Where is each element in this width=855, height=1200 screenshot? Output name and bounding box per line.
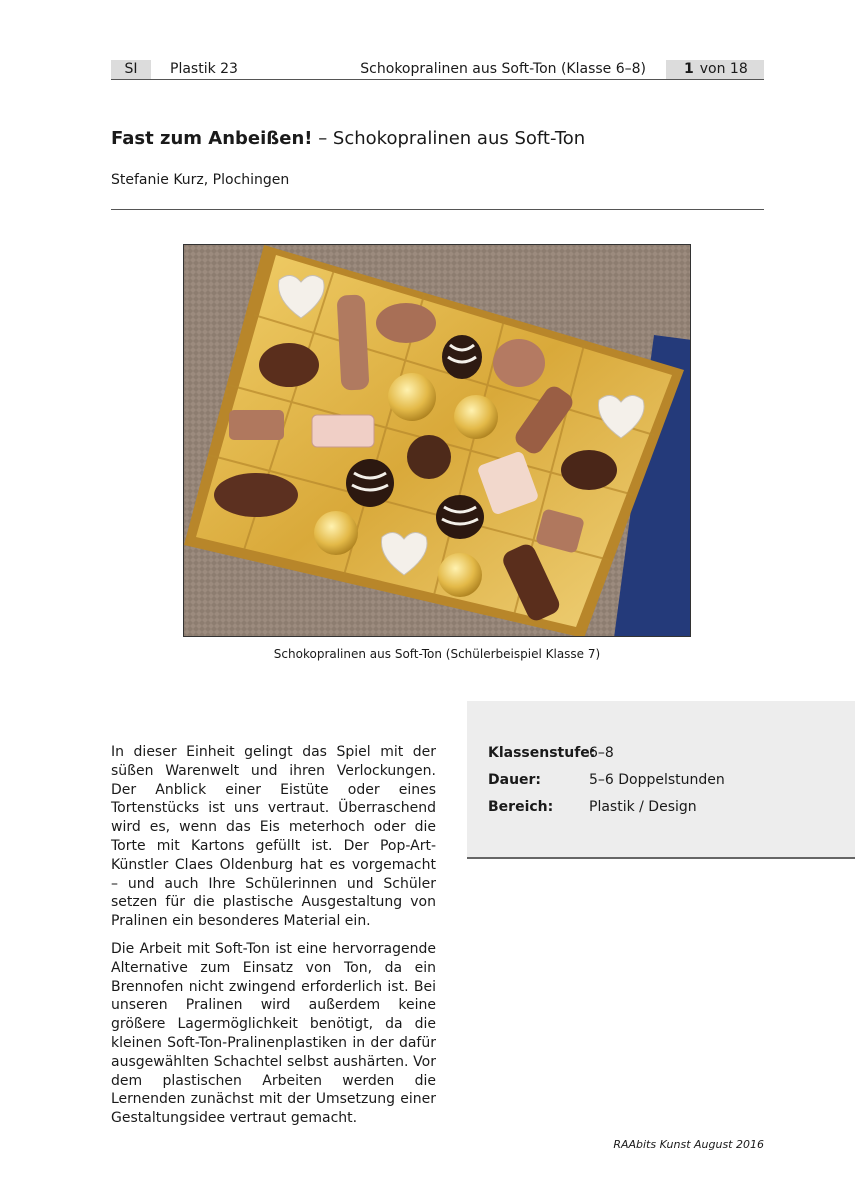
info-label: Dauer: — [488, 772, 542, 788]
author-line: Stefanie Kurz, Plochingen — [111, 172, 290, 188]
foil-praline-1 — [388, 373, 436, 421]
milk-oval-praline — [376, 303, 436, 343]
header-title: Schokopralinen aus Soft-Ton (Klasse 6–8) — [360, 61, 646, 77]
milk-bar-praline — [337, 294, 370, 390]
subject-label: Plastik 23 — [170, 61, 238, 77]
article-title-bold: Fast zum Anbeißen! — [111, 128, 313, 149]
striped-praline-3 — [436, 495, 484, 539]
info-label: Klassenstufe: — [488, 745, 596, 761]
foil-praline-2 — [454, 395, 498, 439]
milk-swirl-praline — [493, 339, 545, 387]
dark-oval-praline — [561, 450, 617, 490]
body-text — [111, 743, 436, 1137]
info-value: Plastik / Design — [589, 799, 697, 815]
dark-round-praline-2 — [407, 435, 451, 479]
praline-box-illustration — [184, 245, 691, 637]
title-divider — [111, 209, 764, 210]
striped-praline-2 — [346, 459, 394, 507]
info-label: Bereich: — [488, 799, 554, 815]
milk-square-praline — [229, 410, 284, 440]
foil-praline-4 — [438, 553, 482, 597]
dark-round-praline — [259, 343, 319, 387]
info-row-bereich — [488, 799, 697, 815]
page-footer: RAAbits Kunst August 2016 — [613, 1138, 764, 1151]
info-row-dauer — [488, 772, 725, 788]
dark-long-praline — [214, 473, 298, 517]
body-paragraph-1: In dieser Einheit gelingt das Spiel mit der süßen Warenwelt und ihren Verlockungen. Der Anblick einer Eistüte oder eines Tortenstücks ist uns vertraut. Überraschend wird es, wenn das Eis meterhoch oder die Torte mit Kartons gefüllt ist. Der Pop-Art-Künstler Claes Oldenburg hat es vorgemacht – und auch Ihre Schülerinnen und Schüler setzen für die plastische Ausgestaltung von Pralinen ein besonderes Material ein. — [111, 744, 436, 930]
page-number: 1 — [684, 61, 694, 77]
info-value: 5–6 Doppelstunden — [589, 772, 725, 788]
section-label: SI — [111, 60, 151, 79]
info-value: 6–8 — [589, 745, 614, 761]
praline-photo — [183, 244, 691, 637]
info-row-klassenstufe — [488, 745, 614, 761]
info-box — [467, 701, 855, 859]
pink-square-praline — [312, 415, 374, 447]
page-header — [111, 60, 764, 80]
page-total: von 18 — [699, 61, 748, 77]
page-indicator — [666, 60, 764, 79]
foil-praline-3 — [314, 511, 358, 555]
article-title-rest: – Schokopralinen aus Soft-Ton — [312, 128, 586, 149]
body-paragraph-2: Die Arbeit mit Soft-Ton ist eine hervorragende Alternative zum Einsatz von Ton, da ein Brennofen nicht zwingend erforderlich ist. Bei unseren Pralinen wird außerdem keine größere Lagermöglichkeit benötigt, da die kleinen Soft-Ton-Pralinenplastiken in der dafür ausgewählten Schachtel selbst aushärten. Vor dem plastischen Arbeiten werden die Lernenden zunächst mit der Umsetzung einer Gestaltungsidee vertraut gemacht. — [111, 940, 436, 1127]
article-title — [111, 128, 585, 149]
photo-caption: Schokopralinen aus Soft-Ton (Schülerbeispiel Klasse 7) — [273, 647, 601, 661]
